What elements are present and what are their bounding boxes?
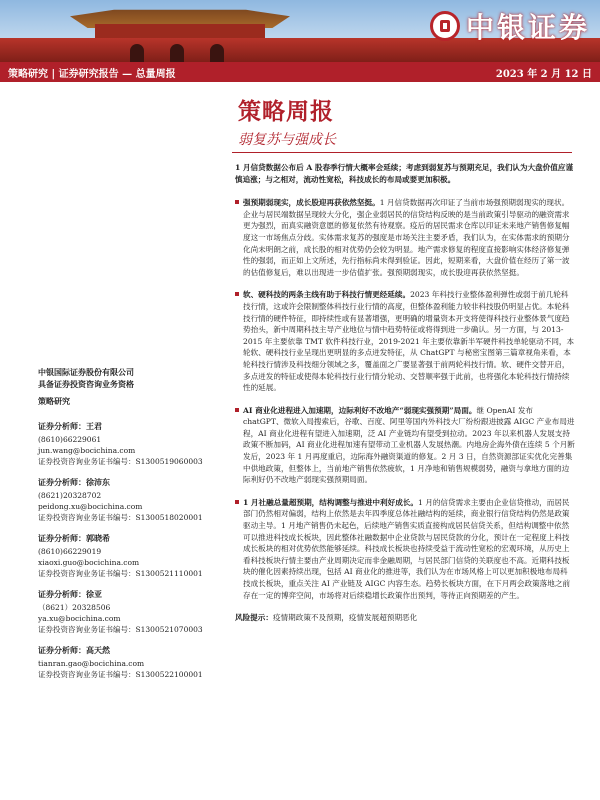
- analyst-phone: (8610)66229061: [38, 435, 102, 444]
- analyst-phone: (8610)66229019: [38, 547, 102, 556]
- analyst-phone: （8621）20328506: [38, 603, 111, 612]
- palace-gate-image: [210, 44, 224, 62]
- palace-gate-image: [130, 44, 144, 62]
- bullet-text: 继 OpenAI 发布 chatGPT、微软入局搜索后，谷歌、百度、阿里等国内外科技大厂纷纷跟进披露 AIGC 产业布局进程，AI 商业化进程有望进入加速期，泛 AI 产业链均有望受到拉动。2023 年以来机器人发展支持政策不断加码，AI 商业化进程加速有望带动工业机器人发展热潮。内地房企海外债在连续 5 个月断发后，2023 年 1 月再度重启，边际海外融资渠道的修复。2 月 3 日，自然资源部证实优化完善集中供地政策，但整体上，当前地产销售依然疲软，1 月净地和销售规模弱势，融资与拿地方面的边际利好仍不改地产弱现实强预期局面。: [243, 405, 575, 485]
- risk-label: 风险提示：: [235, 613, 273, 623]
- summary-paragraph: 1 月信贷数据公布后 A 股春季行情大概率会延续；考虑到弱复苏与预期充足，我们认为大盘价值应谨慎追涨；与之相对，流动性宽松，科技成长的布局或要更加积极。: [235, 163, 574, 184]
- analyst-name: 证券分析师：郭晓希: [38, 533, 110, 543]
- report-date: 2023 年 2 月 12 日: [495, 68, 592, 80]
- bullet-lead: AI 商业化进程进入加速期，边际利好不改地产“弱现实强预期”局面。: [243, 405, 477, 415]
- risk-warning: [235, 612, 575, 624]
- analyst-email[interactable]: xiaoxi.guo@bocichina.com: [38, 558, 140, 567]
- bullet-point: [235, 405, 575, 486]
- title-divider: [232, 152, 572, 153]
- bullet-lead: 软、硬科技的两条主线有助于科技行情更经延续。: [243, 290, 411, 300]
- analyst-name: 证券分析师：高天然: [38, 645, 110, 655]
- analyst-name: 证券分析师：王君: [38, 421, 102, 431]
- bullet-point: [235, 289, 575, 393]
- report-category: 策略研究 | 证券研究报告 — 总量周报: [8, 68, 176, 80]
- palace-gate-image: [170, 44, 184, 62]
- header-banner: [0, 0, 600, 62]
- bullet-point: [235, 197, 575, 278]
- analyst-email[interactable]: ya.xu@bocichina.com: [38, 614, 121, 623]
- analyst-name: 证券分析师：徐沛东: [38, 477, 110, 487]
- company-logo: [430, 6, 590, 46]
- bullet-lead: 强预期弱现实，成长股迎再获依然坚挺。: [243, 198, 380, 208]
- analyst-name: 证券分析师：徐亚: [38, 589, 102, 599]
- analyst-card: [38, 477, 234, 523]
- analyst-card: [38, 589, 234, 635]
- category-strip: [0, 62, 600, 82]
- report-subtitle: 弱复苏与强成长: [238, 132, 336, 148]
- sidebar-category: 策略研究: [38, 396, 70, 406]
- analyst-cert: 证券投资咨询业务证书编号：S1300522100001: [38, 670, 203, 679]
- analyst-cert: 证券投资咨询业务证书编号：S1300521070003: [38, 625, 203, 634]
- bullet-lead: 1 月社融总量超预期，结构调整与推进中利好成长。: [243, 497, 418, 507]
- bullet-point: [235, 497, 575, 601]
- logo-text: 中银证券: [465, 11, 590, 44]
- bullet-text: 1 月信贷数据再次印证了当前市场强预期弱现实的现状。企业与居民端数据呈现较大分化，强企业弱居民的信贷结构反映的是当前政策引导驱动的融资需求更为强烈，而真实融资意愿的修复依然有待观察。疫后的居民需求仓库以印证未来地产销售修复幅度这一市场焦点分歧。实体需求复苏的强度是市场关注主要矛盾，我们认为，在实体需求的预期分化尚未明朗之前，成长股的相对优势仍会较为明显。地产需求修复的程度直接影响实体经济修复弹性的强弱，而正如上文所述，先行指标尚未得到验证。因此，短期来看，大盘价值在经历了第一波的估值修复后，难以出现进一步估值扩张。强预期弱现实，成长股迎再获依然坚挺。: [243, 198, 570, 277]
- bullet-text: 2023 年科技行业整体盈利弹性或弱于前几轮科技行情，这或许会限制整体科技行业行情的高度，但整体盈利能力较非科技股仍明显占优。本轮科技行情的硬件特征，即持续性或有显著增强，更明确的增量资本开支将使得科技行业整体景气度趋势抬头，新中周期科技主导产业地位与情中趋势特征或将得到进一步确认。另一方面，与 2013-2015 年主要依靠 TMT 软件科技行业，2019-2021 年主要依靠新半军硬件科技单轮驱动不同，本轮软、硬科技行业呈现出更明显的多点迸发特征，从 ChatGPT 与秘密宝图第三篇章视角来看，本轮科技行情涉及科技细分领域之多，覆盖面之广要显著强于前两轮科技行情。软、硬件交替开启，多点迸发的特征或使得本轮科技行业行情分轮动、交替顺率强于此前，也将强化本轮科技行情持续性的延展。: [243, 290, 575, 393]
- risk-text: 疫情期政策不及预期，疫情发展超预期恶化: [272, 613, 418, 623]
- institution-name: 中银国际证券股份有限公司 具备证券投资咨询业务资格: [38, 367, 134, 389]
- bullet-text: 1 月的信贷需求主要由企业信贷推动，而居民部门仍然相对偏弱，结构上依然是去年四季度总体社融结构的延续，商业银行信贷结构仍然是政策驱动主导。1 月地产销售仍未起色，后续地产销售实质直接构成居民信贷关系，但结构调整中依然可以推进科技成长板块，因此整体社融数据中企业贷款与居民贷款的分化，预计在一定程度上科技成长板块的相对优势依然能够延续。科技成长板块也持续受益于流动性宽松的宏观环境，从历史上看科技板块行情主要由产业周期决定而非金融周期，与居民部门信贷的关联度也不高。近期科技板块的催化因素持续出现，包括 AI 商业化的推进等，我们认为在市场风格上可以更加积极地布局科技成长板块，重点关注 AI 产业链及 AIGC 内容生态。趋势长板块方面，在下月两会政策落地之前存在一定的博弈空间，市场将对后续稳增长政策作出预判，等待正向预期差的产生。: [243, 497, 571, 600]
- analyst-phone: (8621)20328702: [38, 491, 102, 500]
- analyst-card: [38, 421, 234, 467]
- analyst-sidebar: [38, 366, 234, 690]
- analyst-cert: 证券投资咨询业务证书编号：S1300518020001: [38, 513, 203, 522]
- analyst-cert: 证券投资咨询业务证书编号：S1300519060003: [38, 457, 203, 466]
- analyst-card: [38, 645, 234, 680]
- analyst-cert: 证券投资咨询业务证书编号：S1300521110001: [38, 569, 203, 578]
- boc-logo-icon: [430, 11, 460, 41]
- report-title: 策略周报: [238, 98, 334, 125]
- main-content: [235, 162, 575, 624]
- analyst-card: [38, 533, 234, 579]
- analyst-email[interactable]: tianran.gao@bocichina.com: [38, 659, 145, 668]
- analyst-email[interactable]: peidong.xu@bocichina.com: [38, 502, 143, 511]
- analyst-email[interactable]: jun.wang@bocichina.com: [38, 446, 136, 455]
